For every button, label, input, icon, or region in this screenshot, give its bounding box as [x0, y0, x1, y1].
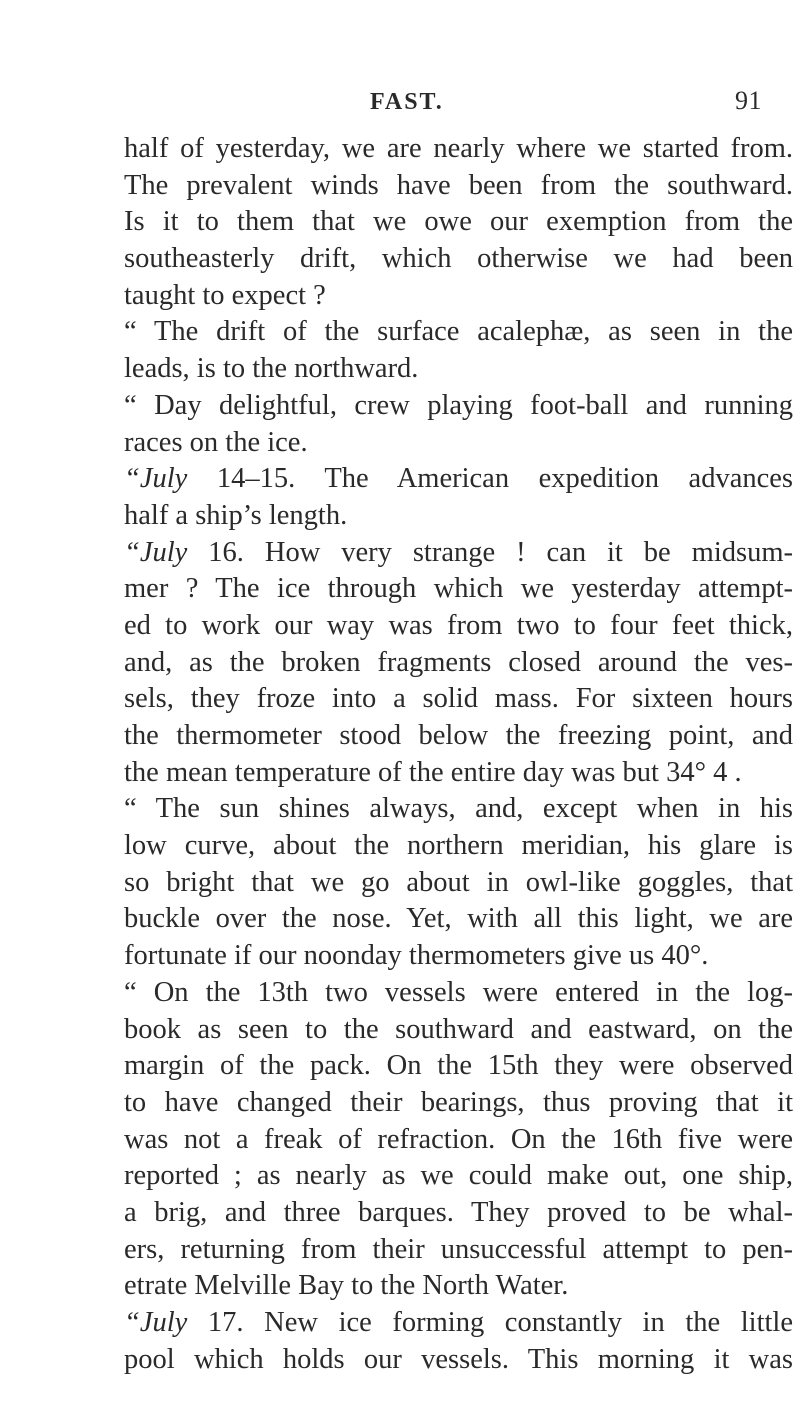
text-line: [124, 204, 793, 241]
text-line: [124, 535, 793, 572]
text-line: [124, 645, 793, 682]
text-line: [124, 168, 793, 205]
line-text: Is it to them that we owe our exemption from the: [124, 206, 793, 238]
text-line: [124, 901, 793, 938]
text-line: [124, 1305, 793, 1342]
date-italic: “July: [124, 463, 188, 495]
line-text: fortunate if our noonday thermometers give us 40°.: [124, 940, 709, 972]
line-text: southeasterly drift, which otherwise we had been: [124, 243, 793, 275]
line-text: etrate Melville Bay to the North Water.: [124, 1270, 569, 1302]
text-line: [124, 571, 793, 608]
text-line: [124, 131, 793, 168]
text-line: [124, 681, 793, 718]
text-line: [124, 975, 793, 1012]
line-text: “ The drift of the surface acalephæ, as seen in the: [124, 316, 793, 348]
line-text: to have changed their bearings, thus proving that it: [124, 1086, 793, 1118]
line-text: half a ship’s length.: [124, 499, 348, 531]
date-italic: “July: [124, 536, 188, 568]
line-text: so bright that we go about in owl-like goggles, that: [124, 866, 793, 898]
text-line: [124, 608, 793, 645]
text-line: [124, 351, 793, 388]
line-text: taught to expect ?: [124, 279, 326, 311]
text-line: [124, 718, 793, 755]
line-text: ers, returning from their unsuccessful attempt to pen-: [124, 1233, 793, 1265]
line-text: pool which holds our vessels. This morning it was: [124, 1343, 793, 1375]
line-text: low curve, about the northern meridian, his glare is: [124, 830, 793, 862]
text-line: [124, 828, 793, 865]
text-line: [124, 1232, 793, 1269]
running-title: FAST.: [370, 89, 444, 115]
line-text: was not a freak of refraction. On the 16th five were: [124, 1123, 793, 1155]
text-line: [124, 1122, 793, 1159]
line-text: The prevalent winds have been from the southward.: [124, 169, 793, 201]
text-line: [124, 755, 793, 792]
text-line: [124, 314, 793, 351]
line-text: the thermometer stood below the freezing point, and: [124, 720, 793, 751]
text-line: [124, 498, 793, 535]
line-text: ed to work our way was from two to four feet thick,: [124, 609, 793, 641]
text-line: [124, 1012, 793, 1049]
line-text: “ On the 13th two vessels were entered in the log-: [124, 976, 793, 1008]
line-text: and, as the broken fragments closed around the ves-: [124, 646, 793, 678]
line-text: a brig, and three barques. They proved to be whal-: [124, 1196, 793, 1228]
line-text: 16. How very strange ! can it be midsum-: [187, 536, 793, 568]
body-text: [124, 131, 793, 1378]
date-italic: “July: [124, 1307, 188, 1338]
text-line: [124, 1158, 793, 1195]
line-text: races on the ice.: [124, 426, 308, 458]
text-line: [124, 241, 793, 278]
text-line: [124, 1342, 793, 1379]
text-line: [124, 461, 793, 498]
line-text: half of yesterday, we are nearly where we started from.: [124, 133, 793, 164]
line-text: the mean temperature of the entire day was but 34° 4 .: [124, 756, 742, 788]
text-line: [124, 938, 793, 975]
text-line: [124, 1268, 793, 1305]
line-text: 17. New ice forming constantly in the little: [187, 1307, 793, 1338]
line-text: margin of the pack. On the 15th they were observed: [124, 1050, 793, 1082]
text-line: [124, 1048, 793, 1085]
text-line: [124, 425, 793, 462]
page-number: 91: [735, 86, 762, 115]
text-line: [124, 278, 793, 315]
text-line: [124, 388, 793, 425]
text-line: [124, 1085, 793, 1122]
running-head: [370, 86, 762, 117]
line-text: mer ? The ice through which we yesterday attempt-: [124, 573, 793, 605]
line-text: “ The sun shines always, and, except when in his: [124, 793, 793, 825]
line-text: reported ; as nearly as we could make out, one ship,: [124, 1160, 793, 1192]
line-text: buckle over the nose. Yet, with all this light, we are: [124, 903, 793, 935]
text-line: [124, 791, 793, 828]
line-text: sels, they froze into a solid mass. For sixteen hours: [124, 683, 793, 715]
line-text: “ Day delightful, crew playing foot-ball and running: [124, 389, 793, 421]
line-text: 14–15. The American expedition advances: [187, 463, 793, 495]
text-line: [124, 1195, 793, 1232]
line-text: book as seen to the southward and eastward, on the: [124, 1013, 793, 1045]
line-text: leads, is to the northward.: [124, 353, 419, 385]
text-line: [124, 865, 793, 902]
